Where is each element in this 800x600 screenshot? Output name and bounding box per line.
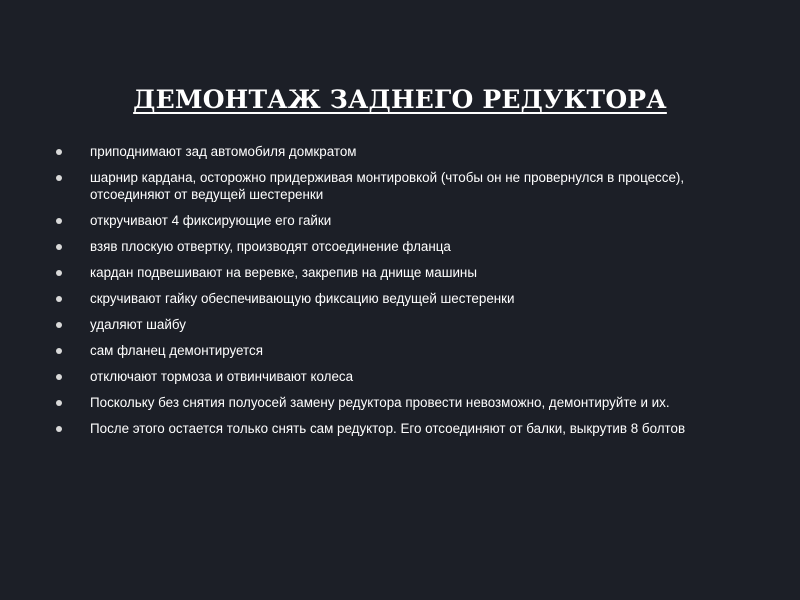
- list-item: [52, 394, 742, 411]
- list-item-text: взяв плоскую отвертку, производят отсоединение фланца: [90, 239, 451, 254]
- list-item: [52, 212, 742, 229]
- list-item: [52, 238, 742, 255]
- bullet-dot-icon: [56, 270, 62, 276]
- list-item: [52, 169, 742, 203]
- list-item: [52, 342, 742, 359]
- list-item-text: удаляют шайбу: [90, 317, 186, 332]
- list-item-text: скручивают гайку обеспечивающую фиксацию ведущей шестеренки: [90, 291, 515, 306]
- list-item-text: После этого остается только снять сам редуктор. Его отсоединяют от балки, выкрутив 8 болтов: [90, 421, 686, 436]
- list-item-text: сам фланец демонтируется: [90, 343, 263, 358]
- bullet-dot-icon: [56, 400, 62, 406]
- bullet-dot-icon: [56, 244, 62, 250]
- bullet-list: [52, 143, 742, 446]
- list-item: [52, 368, 742, 385]
- list-item: [52, 264, 742, 281]
- list-item: [52, 316, 742, 333]
- list-item-text: кардан подвешивают на веревке, закрепив на днище машины: [90, 265, 477, 280]
- list-item-text: шарнир кардана, осторожно придерживая монтировкой (чтобы он не провернулся в процессе), отсоединяют от ведущей шестеренки: [90, 170, 685, 202]
- bullet-dot-icon: [56, 218, 62, 224]
- list-item: [52, 420, 742, 437]
- bullet-dot-icon: [56, 374, 62, 380]
- list-item-text: откручивают 4 фиксирующие его гайки: [90, 213, 332, 228]
- slide-title: ДЕМОНТАЖ ЗАДНЕГО РЕДУКТОРА: [133, 85, 667, 114]
- bullet-dot-icon: [56, 348, 62, 354]
- bullet-dot-icon: [56, 322, 62, 328]
- list-item-text: приподнимают зад автомобиля домкратом: [90, 144, 357, 159]
- list-item: [52, 290, 742, 307]
- bullet-dot-icon: [56, 426, 62, 432]
- bullet-dot-icon: [56, 149, 62, 155]
- list-item: [52, 143, 742, 160]
- bullet-dot-icon: [56, 296, 62, 302]
- list-item-text: отключают тормоза и отвинчивают колеса: [90, 369, 354, 384]
- list-item-text: Поскольку без снятия полуосей замену редуктора провести невозможно, демонтируйте и их.: [90, 395, 670, 410]
- bullet-dot-icon: [56, 175, 62, 181]
